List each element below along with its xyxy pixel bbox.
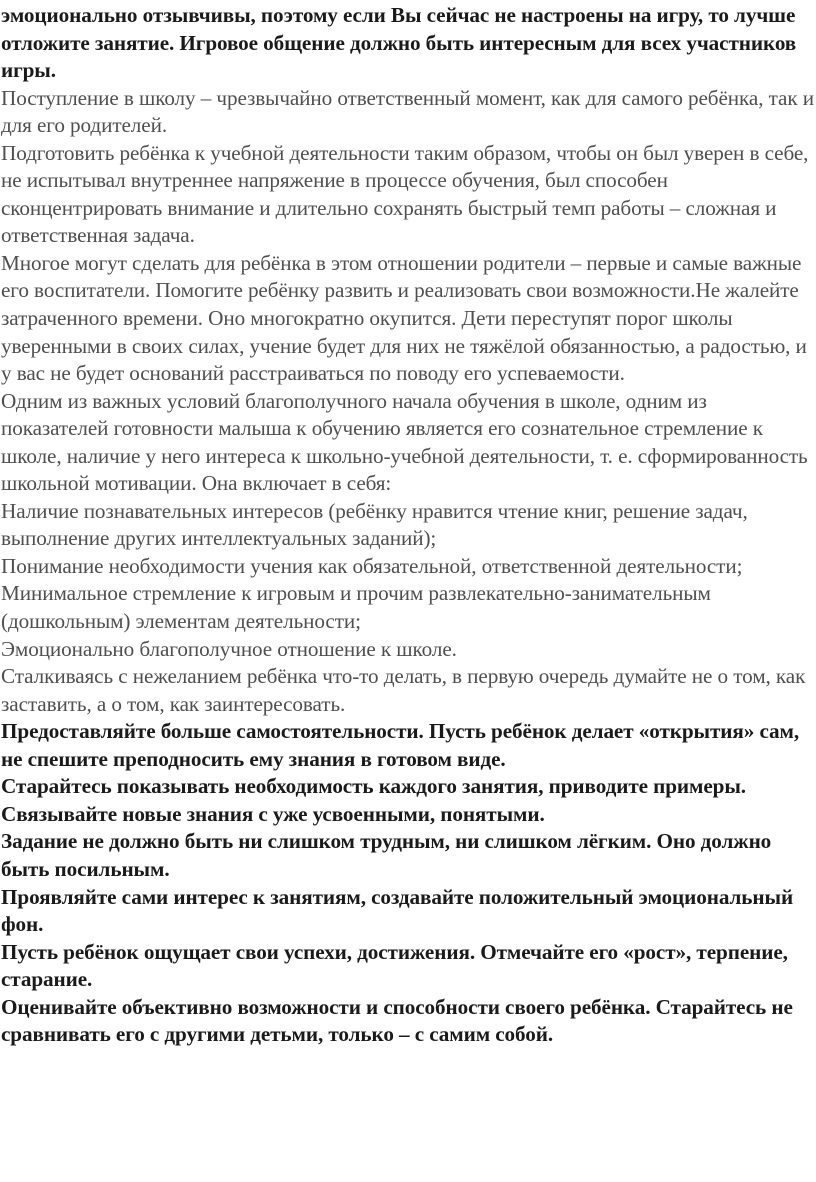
list-item-minimal-play: Минимальное стремление к игровым и прочим развлекательно-занимательным (дошкольным) элементам деятельности; <box>1 581 711 634</box>
list-item-understanding-necessity: Понимание необходимости учения как обязательной, ответственной деятельности; <box>1 553 743 578</box>
tip-show-necessity: Старайтесь показывать необходимость каждого занятия, приводите примеры. <box>1 774 746 799</box>
list-item-cognitive-interests: Наличие познавательных интересов (ребёнку нравится чтение книг, решение задач, выполнение других интеллектуальных заданий); <box>1 498 748 551</box>
tip-independence: Предоставляйте больше самостоятельности. Пусть ребёнок делает «открытия» сам, не спешите преподносить ему знания в готовом виде. <box>1 719 800 771</box>
paragraph-school-entry: Поступление в школу – чрезвычайно ответственный момент, как для самого ребёнка, так и для его родителей. <box>1 85 814 138</box>
tip-success: Пусть ребёнок ощущает свои успехи, достижения. Отмечайте его «рост», терпение, старание. <box>1 939 788 992</box>
paragraph-reluctance: Сталкиваясь с нежеланием ребёнка что-то делать, в первую очередь думайте не о том, как заставить, а о том, как заинтересовать. <box>1 664 806 716</box>
paragraph-prepare-child: Подготовить ребёнка к учебной деятельности таким образом, чтобы он был уверен в себе, не испытывал внутреннее напряжение в процессе обучения, был способен сконцентрировать внимание и длительно сохранять быстрый темп работы – сложная и ответственная задача. <box>1 140 809 248</box>
tip-task-difficulty: Задание не должно быть ни слишком трудным, ни слишком лёгким. Оно должно быть посильным. <box>1 829 772 881</box>
paragraph-motivation: Одним из важных условий благополучного начала обучения в школе, одним из показателей готовности малыша к обучению является его сознательное стремление к школе, наличие у него интереса к школьно-учебной деятельности, т. е. сформированность школьной мотивации. Она включает в себя: <box>1 388 808 496</box>
list-item-emotional-attitude: Эмоционально благополучное отношение к школе. <box>1 636 457 661</box>
tip-connect-knowledge: Связывайте новые знания с уже усвоенными, понятыми. <box>1 801 545 826</box>
tip-evaluate-objectively: Оценивайте объективно возможности и способности своего ребёнка. Старайтесь не сравнивать его с другими детьми, только – с самим собой. <box>1 994 793 1047</box>
paragraph-parents-role: Многое могут сделать для ребёнка в этом отношении родители – первые и самые важные его воспитатели. Помогите ребёнку развить и реализовать свои возможности.Не жалейте затраченного времени. Оно многократно окупится. Дети переступят порог школы уверенными в своих силах, учение будет для них не тяжёлой обязанностью, а радостью, и у вас не будет оснований расстраиваться по поводу его успеваемости. <box>1 250 807 386</box>
paragraph-intro-bold: эмоционально отзывчивы, поэтому если Вы сейчас не настроены на игру, то лучше отложите занятие. Игровое общение должно быть интересным для всех участников игры. <box>1 3 797 83</box>
tip-show-interest: Проявляйте сами интерес к занятиям, создавайте положительный эмоциональный фон. <box>1 884 794 937</box>
